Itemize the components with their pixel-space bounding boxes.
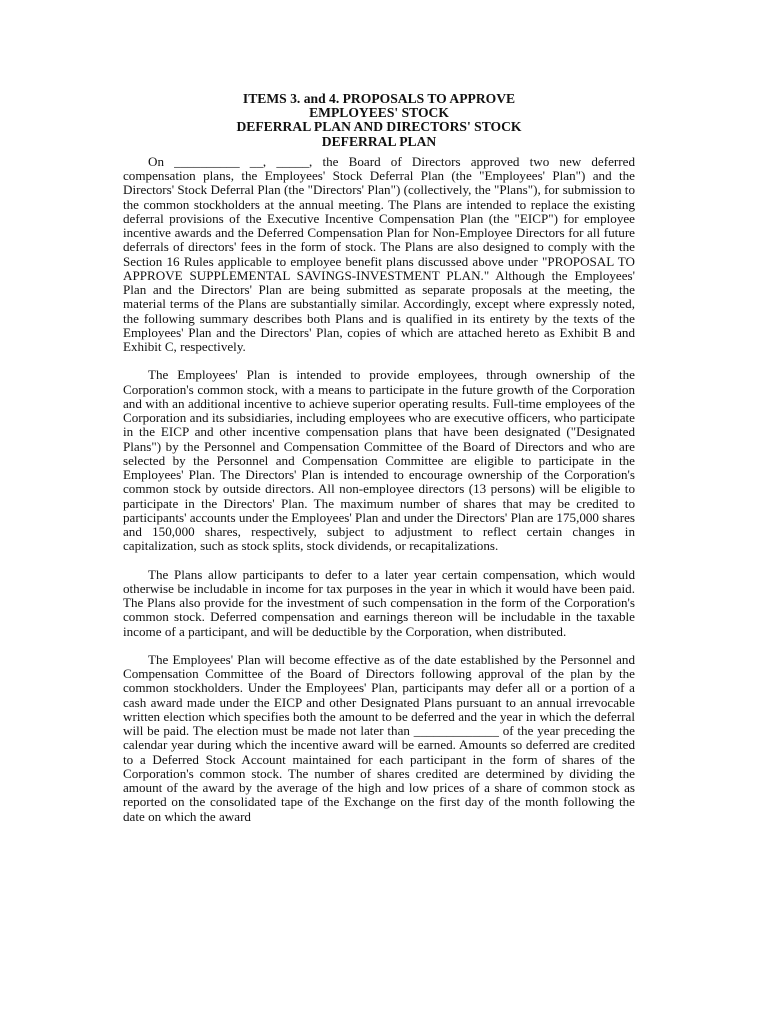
heading-line-4: DEFERRAL PLAN [321,133,437,149]
heading-line-2: EMPLOYEES' STOCK [309,105,449,121]
paragraph-deferral-terms: The Plans allow participants to defer to a later year certain compensation, which would otherwise be includable in income for tax purposes in the year in which it would have been paid. The Plans also provide for the investment of such compensation in the form of the Corporation's common stock. Deferred compensation and earnings thereon will be includable in the taxable income of a participant, and will be deductible by the Corporation, when distributed. [123,566,635,639]
paragraph-effective-date: The Employees' Plan will become effective as of the date established by the Personnel and Compensation Committee of the Board of Directors following approval of the plan by the common stockholders. Under the Employees' Plan, participants may defer all or a portion of a cash award made under the EICP and other Designated Plans pursuant to an annual irrevocable written election which specifies both the amount to be deferred and the year in which the deferral will be paid. The election must be made not later than _____________ of the year preceding the calendar year during which the incentive award will be earned. Amounts so deferred are credited to a Deferred Stock Account maintained for each participant in the form of shares of the Corporation's common stock. The number of shares credited are determined by dividing the amount of the award by the average of the high and low prices of a share of common stock as reported on the consolidated tape of the Exchange on the first day of the month following the date on which the award [123,651,635,824]
heading-line-1: ITEMS 3. and 4. PROPOSALS TO APPROVE [242,91,516,106]
section-heading [123,92,635,149]
paragraph-employees-plan-purpose: The Employees' Plan is intended to provide employees, through ownership of the Corporation's common stock, with a means to participate in the future growth of the Corporation and with an additional incentive to achieve superior operating results. Full-time employees of the Corporation and its subsidiaries, including employees who are executive officers, who participate in the EICP and other incentive compensation plans that have been designated ("Designated Plans") by the Personnel and Compensation Committee of the Board of Directors and who are selected by the Personnel and Compensation Committee are eligible to participate in the Employees' Plan. The Directors' Plan is intended to encourage ownership of the Corporation's common stock by outside directors. All non-employee directors (13 persons) will be eligible to participate in the Directors' Plan. The maximum number of shares that may be credited to participants' accounts under the Employees' Plan and under the Directors' Plan are 175,000 shares and 150,000 shares, respectively, subject to adjustment to reflect certain changes in capitalization, such as stock splits, stock dividends, or recapitalizations. [123,367,635,554]
paragraph-plans-overview: On __________ __, _____, the Board of Directors approved two new deferred compensation plans, the Employees' Stock Deferral Plan (the "Employees' Plan") and the Directors' Stock Deferral Plan (the "Directors' Plan") (collectively, the "Plans"), for submission to the common stockholders at the annual meeting. The Plans are intended to replace the existing deferral provisions of the Executive Incentive Compensation Plan (the "EICP") for employee incentive awards and the Deferred Compensation Plan for Non-Employee Directors for all future deferrals of directors' fees in the form of stock. The Plans are also designed to comply with the Section 16 Rules applicable to employee benefit plans discussed above under "PROPOSAL TO APPROVE SUPPLEMENTAL SAVINGS-INVESTMENT PLAN." Although the Employees' Plan and the Directors' Plan are being submitted as separate proposals at the meeting, the material terms of the Plans are substantially similar. Accordingly, except where expressly noted, the following summary describes both Plans and is qualified in its entirety by the texts of the Employees' Plan and the Directors' Plan, copies of which are attached hereto as Exhibit B and Exhibit C, respectively. [123,153,635,355]
document-page [123,92,635,838]
heading-line-3: DEFERRAL PLAN AND DIRECTORS' STOCK [236,119,522,135]
